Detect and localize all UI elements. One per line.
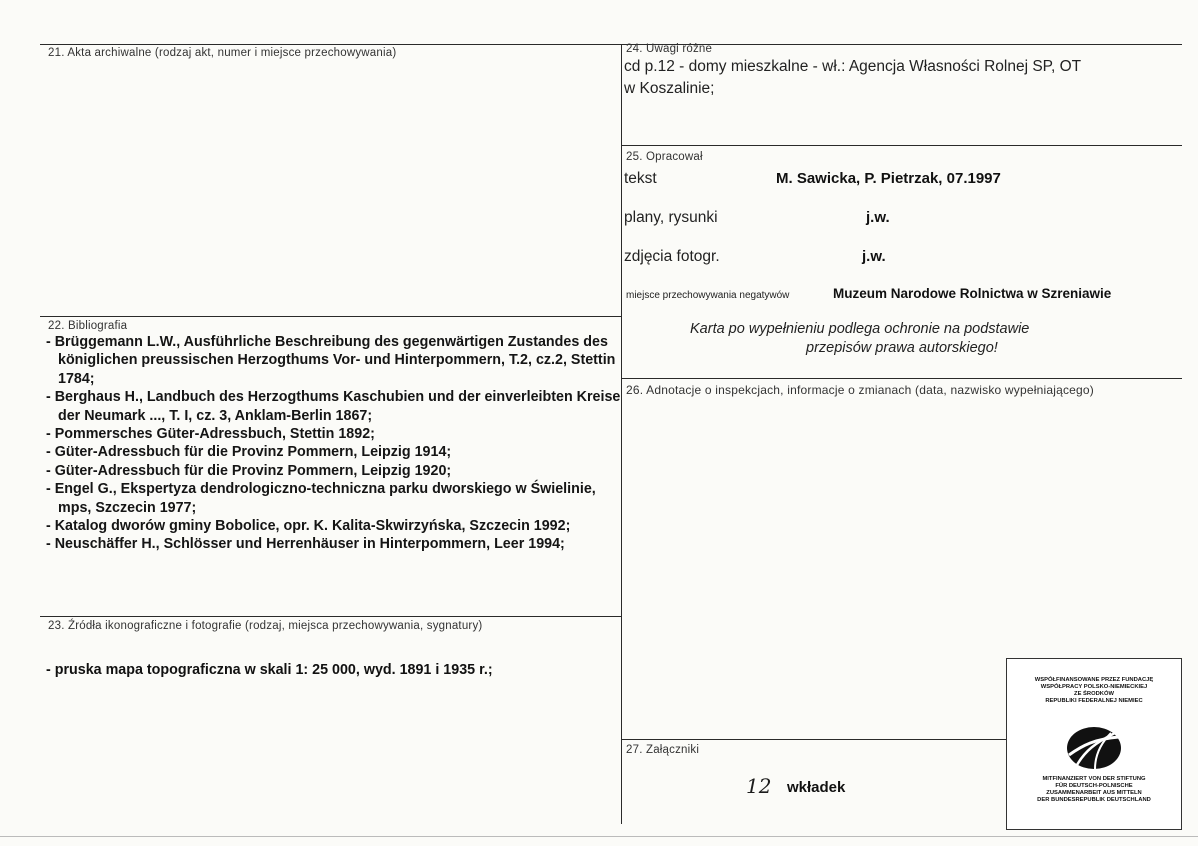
tekst-value: M. Sawicka, P. Pietrzak, 07.1997 [776,170,1001,187]
funding-line: WSPÓŁFINANSOWANE PRZEZ FUNDACJĘ [1034,677,1154,683]
funding-line: DER BUNDESREPUBLIK DEUTSCHLAND [1037,797,1151,803]
attachments-count: 12 [746,774,772,798]
section-25-label: 25. Opracował [626,151,703,163]
bibliography-item: - Berghaus H., Landbuch des Herzogthums Kaschubien und der einverleibten Kreise der Neumark ..., T. I, cz. 3, Anklam-Berlin 1867; [46,389,621,424]
rule-23 [40,616,622,617]
zdjecia-value: j.w. [862,248,886,265]
plany-label: plany, rysunki [624,209,718,226]
copyright-notice-line1: Karta po wypełnieniu podlega ochronie na podstawie [690,321,1030,337]
funding-stamp [1006,658,1182,830]
bibliography-item: - Brüggemann L.W., Ausführliche Beschreibung des gegenwärtigen Zustandes des königlichen preussischen Herzogthums Vor- und Hinterpommern, T.2, cz.2, Stettin 1784; [46,334,616,387]
section-26-label: 26. Adnotacje o inspekcjach, informacje o zmianach (data, nazwisko wypełniającego) [626,383,1094,397]
section-24-line1: cd p.12 - domy mieszkalne - wł.: Agencja Własności Rolnej SP, OT [624,58,1082,75]
bibliography-item: - Engel G., Ekspertyza dendrologiczno-techniczna parku dworskiego w Świelinie, mps, Szczecin 1977; [46,481,596,516]
copyright-notice-line2: przepisów prawa autorskiego! [806,340,998,356]
section-21-label: 21. Akta archiwalne (rodzaj akt, numer i miejsce przechowywania) [48,47,397,59]
rule-27 [622,739,1006,740]
bibliography-item: - Pommersches Güter-Adressbuch, Stettin 1892; [46,426,375,443]
section-27-label: 27. Załączniki [626,744,700,756]
plany-value: j.w. [866,209,890,226]
section-22-label: 22. Bibliografia [48,320,128,332]
bibliography-item: - Güter-Adressbuch für die Provinz Pommern, Leipzig 1920; [46,462,452,479]
bibliography-item: - Güter-Adressbuch für die Provinz Pommern, Leipzig 1914; [46,444,452,461]
section-23-item: - pruska mapa topograficzna w skali 1: 25 000, wyd. 1891 i 1935 r.; [46,662,493,678]
funding-line: ZE ŚRODKÓW [1074,691,1114,697]
section-24-label: 24. Uwagi różne [626,43,713,55]
bibliography-list [46,333,621,554]
attachments-unit: wkładek [787,779,846,796]
zdjecia-label: zdjęcia fotogr. [624,248,720,265]
bibliography-item: - Katalog dworów gminy Bobolice, opr. K. Kalita-Skwirzyńska, Szczecin 1992; [46,518,571,535]
negatywy-label: miejsce przechowywania negatywów [626,290,790,301]
section-23-label: 23. Źródła ikonograficzne i fotografie (rodzaj, miejsca przechowywania, sygnatury) [48,620,483,632]
funding-line: FÜR DEUTSCH-POLNISCHE [1055,783,1133,789]
funding-text-german [1011,776,1177,804]
funding-line: WSPÓŁPRACY POLSKO-NIEMIECKIEJ [1040,684,1148,690]
top-rule [40,44,1182,45]
funding-text-polish [1011,677,1177,705]
foundation-logo-icon [1065,725,1123,771]
funding-line: REPUBLIKI FEDERALNEJ NIEMIEC [1045,698,1143,704]
rule-22 [40,316,622,317]
bibliography-item: - Neuschäffer H., Schlösser und Herrenhäuser in Hinterpommern, Leer 1994; [46,536,565,553]
tekst-label: tekst [624,170,657,187]
column-divider [621,44,622,824]
negatywy-value: Muzeum Narodowe Rolnictwa w Szreniawie [833,286,1112,301]
bottom-rule [0,836,1198,837]
rule-25 [622,145,1182,146]
funding-line: MITFINANZIERT VON DER STIFTUNG [1042,776,1146,782]
funding-line: ZUSAMMENARBEIT AUS MITTELN [1046,790,1142,796]
rule-26 [622,378,1182,379]
section-24-line2: w Koszalinie; [624,80,715,97]
